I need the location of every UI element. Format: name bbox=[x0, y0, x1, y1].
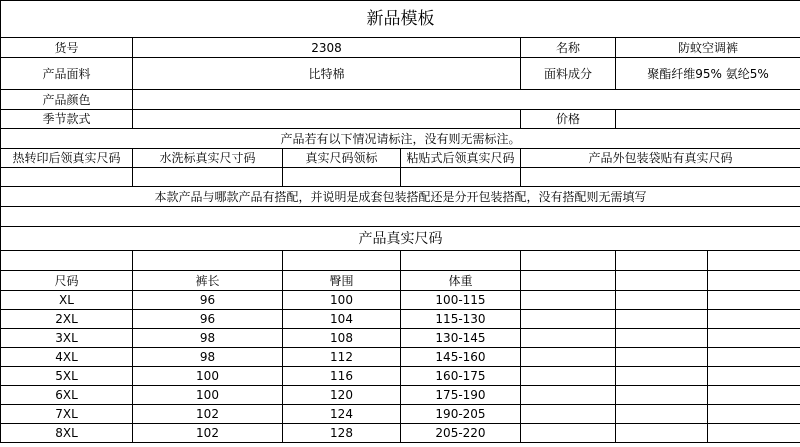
size-header-weight: 体重 bbox=[401, 271, 521, 291]
blank-cell[interactable] bbox=[521, 367, 616, 386]
size-row bbox=[1, 329, 800, 348]
blank-cell[interactable] bbox=[1, 251, 133, 271]
season-label: 季节款式 bbox=[1, 110, 133, 129]
size-cell[interactable]: XL bbox=[1, 291, 133, 310]
blank-cell[interactable] bbox=[521, 291, 616, 310]
size-row bbox=[1, 310, 800, 329]
blank-cell[interactable] bbox=[708, 251, 800, 271]
hip-cell[interactable]: 124 bbox=[283, 405, 401, 424]
weight-cell[interactable]: 100-115 bbox=[401, 291, 521, 310]
blank-cell[interactable] bbox=[708, 405, 800, 424]
weight-cell[interactable]: 145-160 bbox=[401, 348, 521, 367]
hip-cell[interactable]: 128 bbox=[283, 424, 401, 443]
color-label: 产品颜色 bbox=[1, 90, 133, 110]
blank-cell[interactable] bbox=[708, 329, 800, 348]
blank-cell[interactable] bbox=[616, 424, 708, 443]
weight-cell[interactable]: 130-145 bbox=[401, 329, 521, 348]
weight-cell[interactable]: 205-220 bbox=[401, 424, 521, 443]
label-header-sticker: 粘贴式后领真实尺码 bbox=[401, 149, 521, 168]
blank-cell[interactable] bbox=[521, 405, 616, 424]
label-value-size-tag[interactable] bbox=[283, 168, 401, 187]
weight-cell[interactable]: 115-130 bbox=[401, 310, 521, 329]
name-label: 名称 bbox=[521, 38, 616, 58]
length-cell[interactable]: 98 bbox=[133, 348, 283, 367]
hip-cell[interactable]: 104 bbox=[283, 310, 401, 329]
blank-cell[interactable] bbox=[521, 386, 616, 405]
blank-cell[interactable] bbox=[616, 251, 708, 271]
size-cell[interactable]: 3XL bbox=[1, 329, 133, 348]
hip-cell[interactable]: 100 bbox=[283, 291, 401, 310]
blank-cell[interactable] bbox=[616, 367, 708, 386]
blank-cell[interactable] bbox=[616, 310, 708, 329]
pack-note: 本款产品与哪款产品有搭配，并说明是成套包装搭配还是分开包装搭配，没有搭配则无需填写 bbox=[1, 187, 800, 207]
label-header-heat-transfer: 热转印后领真实尺码 bbox=[1, 149, 133, 168]
size-header-extra[interactable] bbox=[616, 271, 708, 291]
label-header-outer-bag: 产品外包装袋贴有真实尺码 bbox=[521, 149, 800, 168]
blank-cell[interactable] bbox=[708, 291, 800, 310]
label-note: 产品若有以下情况请标注，没有则无需标注。 bbox=[1, 129, 800, 149]
price-label: 价格 bbox=[521, 110, 616, 129]
length-cell[interactable]: 98 bbox=[133, 329, 283, 348]
label-header-size-tag: 真实尺码领标 bbox=[283, 149, 401, 168]
weight-cell[interactable]: 175-190 bbox=[401, 386, 521, 405]
blank-cell[interactable] bbox=[521, 329, 616, 348]
fabric-label: 产品面料 bbox=[1, 58, 133, 90]
hip-cell[interactable]: 108 bbox=[283, 329, 401, 348]
blank-cell[interactable] bbox=[401, 251, 521, 271]
blank-cell[interactable] bbox=[521, 251, 616, 271]
length-cell[interactable]: 102 bbox=[133, 405, 283, 424]
blank-cell[interactable] bbox=[521, 310, 616, 329]
hip-cell[interactable]: 120 bbox=[283, 386, 401, 405]
hip-cell[interactable]: 116 bbox=[283, 367, 401, 386]
blank-cell[interactable] bbox=[283, 251, 401, 271]
blank-cell[interactable] bbox=[521, 348, 616, 367]
item-no-value[interactable]: 2308 bbox=[133, 38, 521, 58]
size-cell[interactable]: 6XL bbox=[1, 386, 133, 405]
size-cell[interactable]: 8XL bbox=[1, 424, 133, 443]
hip-cell[interactable]: 112 bbox=[283, 348, 401, 367]
length-cell[interactable]: 100 bbox=[133, 386, 283, 405]
blank-cell[interactable] bbox=[708, 424, 800, 443]
size-header-extra[interactable] bbox=[708, 271, 800, 291]
composition-label: 面料成分 bbox=[521, 58, 616, 90]
sheet-title: 新品模板 bbox=[1, 1, 800, 38]
length-cell[interactable]: 96 bbox=[133, 291, 283, 310]
size-row bbox=[1, 386, 800, 405]
name-value[interactable]: 防蚊空调裤 bbox=[616, 38, 800, 58]
size-row bbox=[1, 291, 800, 310]
size-header-row bbox=[1, 271, 800, 291]
size-cell[interactable]: 5XL bbox=[1, 367, 133, 386]
length-cell[interactable]: 102 bbox=[133, 424, 283, 443]
size-header-extra[interactable] bbox=[521, 271, 616, 291]
blank-cell[interactable] bbox=[521, 424, 616, 443]
color-value[interactable] bbox=[133, 90, 800, 110]
label-value-heat-transfer[interactable] bbox=[1, 168, 133, 187]
price-value[interactable] bbox=[616, 110, 800, 129]
length-cell[interactable]: 96 bbox=[133, 310, 283, 329]
fabric-value[interactable]: 比特棉 bbox=[133, 58, 521, 90]
season-value[interactable] bbox=[133, 110, 521, 129]
size-cell[interactable]: 2XL bbox=[1, 310, 133, 329]
blank-cell[interactable] bbox=[616, 405, 708, 424]
blank-cell[interactable] bbox=[616, 329, 708, 348]
label-value-wash-label[interactable] bbox=[133, 168, 283, 187]
blank-cell[interactable] bbox=[616, 291, 708, 310]
blank-cell[interactable] bbox=[708, 367, 800, 386]
size-row bbox=[1, 405, 800, 424]
size-table-title: 产品真实尺码 bbox=[1, 227, 800, 251]
size-table-body bbox=[1, 271, 800, 443]
blank-cell[interactable] bbox=[133, 251, 283, 271]
blank-cell[interactable] bbox=[616, 348, 708, 367]
size-row bbox=[1, 367, 800, 386]
composition-value[interactable]: 聚酯纤维95% 氨纶5% bbox=[616, 58, 800, 90]
label-header-wash-label: 水洗标真实尺寸码 bbox=[133, 149, 283, 168]
label-value-outer-bag[interactable] bbox=[521, 168, 800, 187]
size-header-hip: 臀围 bbox=[283, 271, 401, 291]
blank-cell[interactable] bbox=[708, 348, 800, 367]
blank-cell[interactable] bbox=[708, 310, 800, 329]
item-no-label: 货号 bbox=[1, 38, 133, 58]
size-cell[interactable]: 7XL bbox=[1, 405, 133, 424]
weight-cell[interactable]: 160-175 bbox=[401, 367, 521, 386]
weight-cell[interactable]: 190-205 bbox=[401, 405, 521, 424]
length-cell[interactable]: 100 bbox=[133, 367, 283, 386]
size-cell[interactable]: 4XL bbox=[1, 348, 133, 367]
pack-value[interactable] bbox=[1, 207, 800, 227]
size-header-size: 尺码 bbox=[1, 271, 133, 291]
label-value-sticker[interactable] bbox=[401, 168, 521, 187]
size-header-length: 裤长 bbox=[133, 271, 283, 291]
size-row bbox=[1, 348, 800, 367]
blank-cell[interactable] bbox=[708, 386, 800, 405]
size-row bbox=[1, 424, 800, 443]
blank-cell[interactable] bbox=[616, 386, 708, 405]
